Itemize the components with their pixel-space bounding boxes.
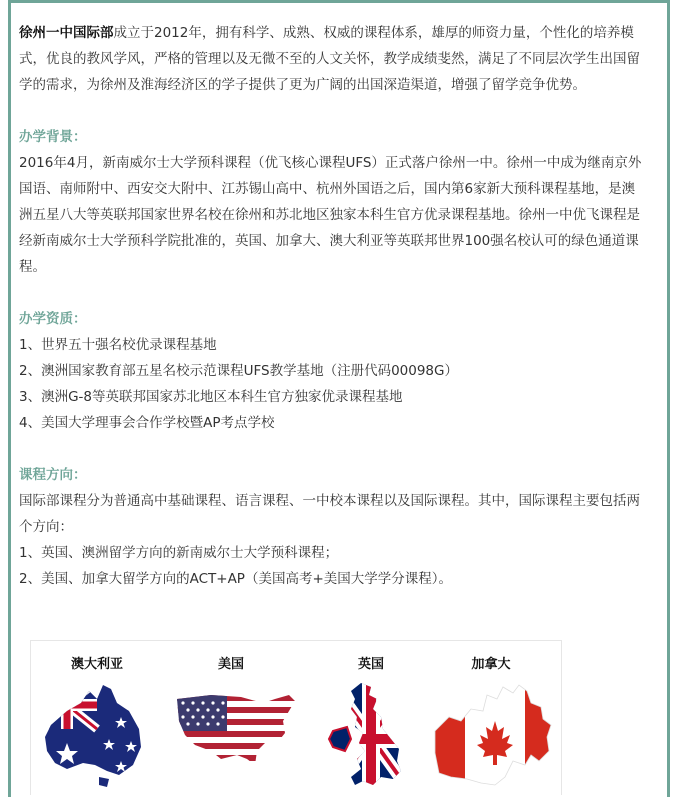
flag-label: 澳大利亚 bbox=[70, 657, 123, 672]
usa-flag-map-icon bbox=[171, 681, 301, 781]
qualification-item: 1、世界五十强名校优录课程基地 bbox=[19, 337, 217, 353]
course-item: 1、英国、澳洲留学方向的新南威尔士大学预科课程； bbox=[19, 545, 339, 561]
qualifications-heading: 办学资质： bbox=[19, 311, 87, 327]
uk-flag-map-icon bbox=[311, 681, 431, 793]
intro-paragraph bbox=[19, 20, 645, 98]
intro-text: 成立于2012年，拥有科学、成熟、权威的课程体系，雄厚的师资力量，个性化的培养模式，优良的教风学风，严格的管理以及无微不至的人文关怀，教学成绩斐然，满足了不同层次学生出国留学的需求，为徐州及淮海经济区的学子提供了更为广阔的出国深造渠道，增强了留学竞争优势。 bbox=[19, 25, 640, 93]
flag-label: 加拿大 bbox=[471, 657, 511, 672]
background-heading: 办学背景： bbox=[19, 129, 87, 145]
qualification-item: 3、澳洲G-8等英联邦国家苏北地区本科生官方独家优录课程基地 bbox=[19, 389, 403, 405]
qualification-item: 2、澳洲国家教育部五星名校示范课程UFS教学基地（注册代码00098G） bbox=[19, 363, 458, 379]
flag-label: 英国 bbox=[357, 657, 384, 672]
intro-lead: 徐州一中国际部 bbox=[19, 25, 114, 41]
australia-flag-map-icon bbox=[37, 681, 157, 791]
country-flags-image bbox=[30, 640, 562, 795]
canada-flag-map-icon bbox=[431, 681, 556, 791]
qualification-item: 4、美国大学理事会合作学校暨AP考点学校 bbox=[19, 415, 275, 431]
courses-paragraph: 国际部课程分为普通高中基础课程、语言课程、一中校本课程以及国际课程。其中，国际课程主要包括两个方向： bbox=[19, 493, 640, 535]
background-paragraph: 2016年4月，新南威尔士大学预科课程（优飞核心课程UFS）正式落户徐州一中。徐州一中成为继南京外国语、南师附中、西安交大附中、江苏锡山高中、杭州外国语之后，国内第6家新大预科课程基地，是澳洲五星八大等英联邦国家世界名校在徐州和苏北地区独家本科生官方优录课程基地。徐州一中优飞课程是经新南威尔士大学预科学院批准的，英国、加拿大、澳大利亚等英联邦世界100强名校认可的绿色通道课程。 bbox=[19, 155, 642, 275]
courses-heading: 课程方向： bbox=[19, 467, 87, 483]
flag-label: 美国 bbox=[217, 657, 244, 672]
course-item: 2、美国、加拿大留学方向的ACT+AP（美国高考+美国大学学分课程）。 bbox=[19, 571, 453, 587]
article-body bbox=[19, 20, 645, 592]
